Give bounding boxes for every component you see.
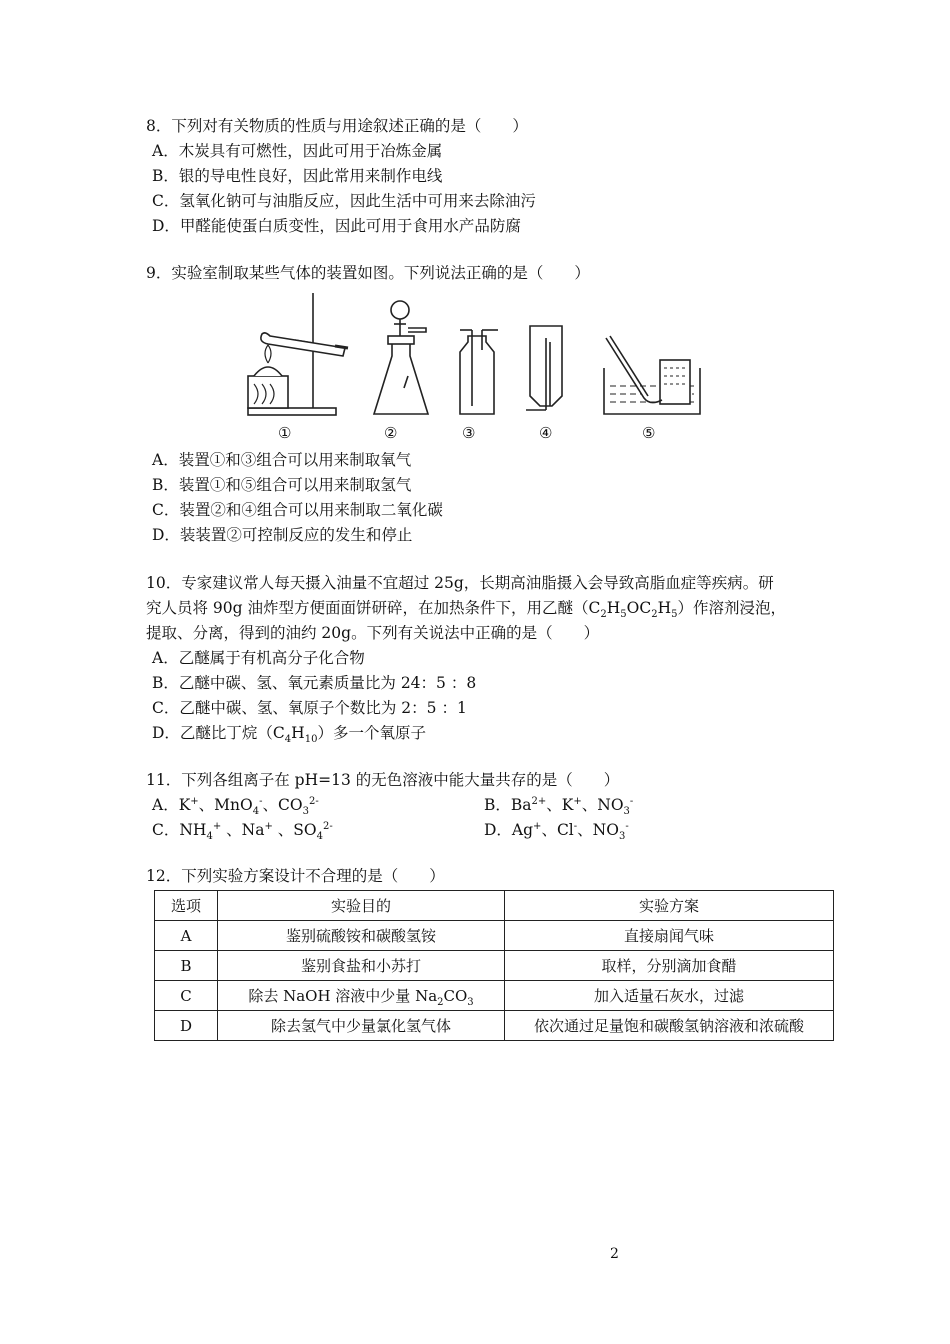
q10-line1: 10．专家建议常人每天摄入油量不宜超过 25g，长期高油脂摄入会导致高脂血症等疾病。研 <box>146 574 774 592</box>
experiment-table <box>154 890 834 1041</box>
q8-option-a: A．木炭具有可燃性，因此可用于冶炼金属 <box>152 142 443 160</box>
row-purpose: 除去 NaOH 溶液中少量 $Na_2CO_3$ <box>218 981 505 1011</box>
q11-stem: 11．下列各组离子在 pH=13 的无色溶液中能大量共存的是（ ） <box>146 771 620 789</box>
q8-stem: 8．下列对有关物质的性质与用途叙述正确的是（ ） <box>146 117 528 135</box>
q10-option-c: C．乙醚中碳、氢、氧原子个数比为 2：5 ：1 <box>152 699 467 717</box>
q9-option-a: A．装置①和③组合可以用来制取氧气 <box>152 451 412 469</box>
row-purpose: 鉴别硫酸铵和碳酸氢铵 <box>218 921 505 951</box>
table-row <box>155 981 834 1011</box>
q9-option-d: D．装装置②可控制反应的发生和停止 <box>152 526 413 544</box>
figure-label-5: ⑤ <box>642 424 656 442</box>
page-number: 2 <box>610 1246 619 1262</box>
table-row <box>155 1011 834 1041</box>
header-purpose: 实验目的 <box>218 891 505 921</box>
table-row <box>155 921 834 951</box>
apparatus-4-collector <box>526 326 562 410</box>
row-plan: 直接扇闻气味 <box>505 921 834 951</box>
figure-label-4: ④ <box>539 424 553 442</box>
apparatus-figure <box>240 288 710 446</box>
q11-option-a: A．K+、MnO$_4$-、$CO_3^{2-}$ <box>152 795 319 818</box>
figure-label-1: ① <box>278 424 292 442</box>
q8-option-b: B．银的导电性良好，因此常用来制作电线 <box>152 167 443 185</box>
row-option: C <box>155 981 218 1011</box>
q11-option-d: D．Ag+、Cl-、$NO_3^-$ <box>484 820 629 843</box>
table-header-row <box>155 891 834 921</box>
q10-line3: 提取、分离，得到的油约 20g。下列有关说法中正确的是（ ） <box>146 624 600 642</box>
row-plan: 取样，分别滴加食醋 <box>505 951 834 981</box>
figure-label-2: ② <box>384 424 398 442</box>
q10-option-b: B．乙醚中碳、氢、氧元素质量比为 24：5 ：8 <box>152 674 477 692</box>
row-plan: 加入适量石灰水，过滤 <box>505 981 834 1011</box>
row-option: A <box>155 921 218 951</box>
q11-option-b: B．$Ba^{2+}$、K+、$NO_3^-$ <box>484 795 634 818</box>
header-option: 选项 <box>155 891 218 921</box>
row-option: D <box>155 1011 218 1041</box>
table-row <box>155 951 834 981</box>
q10-option-a: A．乙醚属于有机高分子化合物 <box>152 649 365 667</box>
q9-option-b: B．装置①和⑤组合可以用来制取氢气 <box>152 476 412 494</box>
row-purpose: 除去氢气中少量氯化氢气体 <box>218 1011 505 1041</box>
apparatus-3-bottle <box>460 330 498 414</box>
q12-stem: 12．下列实验方案设计不合理的是（ ） <box>146 867 445 885</box>
q8-option-c: C．氢氧化钠可与油脂反应，因此生活中可用来去除油污 <box>152 192 536 210</box>
row-option: B <box>155 951 218 981</box>
header-plan: 实验方案 <box>505 891 834 921</box>
figure-label-3: ③ <box>462 424 476 442</box>
q8-option-d: D．甲醛能使蛋白质变性，因此可用于食用水产品防腐 <box>152 217 521 235</box>
apparatus-5-trough <box>604 336 700 414</box>
row-plan: 依次通过足量饱和碳酸氢钠溶液和浓硫酸 <box>505 1011 834 1041</box>
q11-option-c: C．$NH_4^+$ 、Na+ 、$SO_4^{2-}$ <box>152 820 333 843</box>
row-purpose: 鉴别食盐和小苏打 <box>218 951 505 981</box>
apparatus-2-flask <box>374 301 428 414</box>
q10-line2: 究人员将 90g 油炸型方便面面饼研碎，在加热条件下，用乙醚$(C_2H_5OC_2H_5)$作溶剂浸泡， <box>146 599 787 621</box>
q9-stem: 9．实验室制取某些气体的装置如图。下列说法正确的是（ ） <box>146 264 590 282</box>
apparatus-1-heating <box>248 293 348 415</box>
q9-option-c: C．装置②和④组合可以用来制取二氧化碳 <box>152 501 443 519</box>
q10-option-d: D．乙醚比丁烷$(C_4H_{10})$多一个氧原子 <box>152 724 426 746</box>
